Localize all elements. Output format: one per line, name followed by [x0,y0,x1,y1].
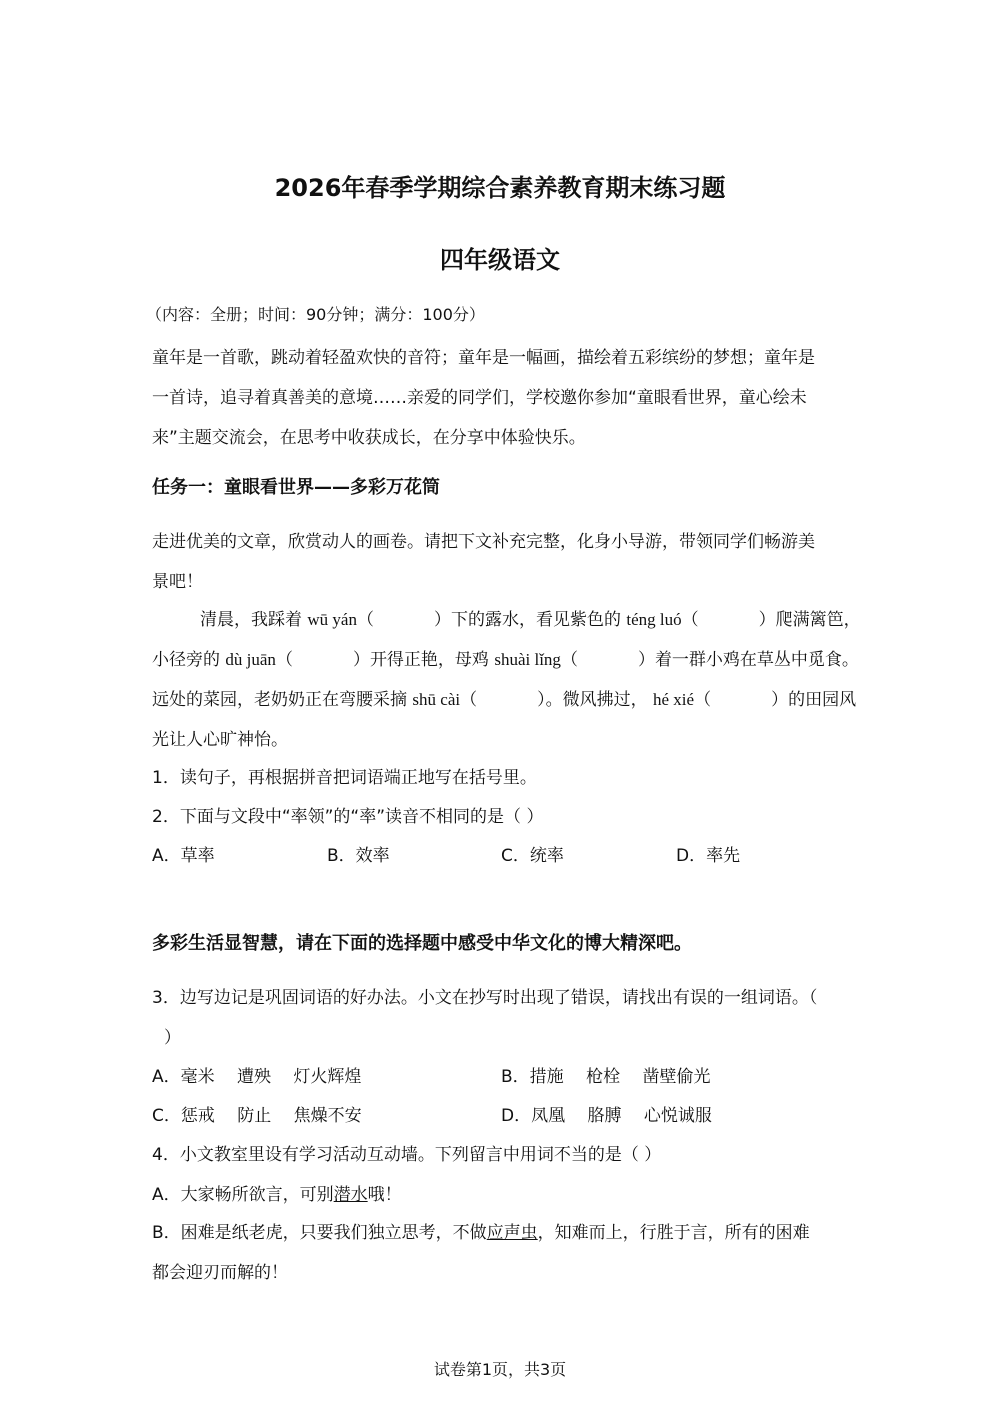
exam-subtitle: 四年级语文 [440,246,560,274]
question-3-close: ） [164,1028,181,1048]
underlined-word: 潜水 [333,1185,368,1205]
blank[interactable]: （ ） [694,690,789,710]
q4-option-a-text: A．大家畅所欲言，可别 [152,1185,334,1205]
q2-option-a[interactable]: A．草率 [152,846,215,866]
exam-info: （内容：全册；时间：90分钟；满分：100分） [146,305,485,324]
pinyin: shuài lǐng [494,650,561,669]
passage-line-3 [152,685,856,710]
exam-title: 2026年春季学期综合素养教育期末练习题 [274,174,726,202]
passage-text: 清晨，我踩着 [200,610,302,630]
question-2: 2．下面与文段中“率领”的“率”读音不相同的是（ ） [152,807,544,827]
blank[interactable]: （ ） [356,610,451,630]
q4-option-b-text: B．困难是纸老虎，只要我们独立思考，不做 [152,1223,487,1243]
blank[interactable]: （ ） [560,650,655,670]
blank[interactable]: （ ） [275,650,370,670]
passage-text: 。微风拂过， [545,690,648,710]
task1-lead-line-1: 走进优美的文章，欣赏动人的画卷。请把下文补充完整，化身小导游，带领同学们畅游美 [152,532,815,552]
passage-text: 的田园风 [788,690,857,710]
q3-option-b[interactable]: B．措施 枪栓 凿壁偷光 [501,1067,711,1087]
q2-option-b[interactable]: B．效率 [327,846,390,866]
section2-heading: 多彩生活显智慧，请在下面的选择题中感受中华文化的博大精深吧。 [152,933,692,954]
question-1: 1．读句子，再根据拼音把词语端正地写在括号里。 [152,768,537,788]
q4-option-a-text-end: 哦！ [367,1185,402,1205]
task1-lead-line-2: 景吧！ [152,572,203,592]
pinyin: dù juān [225,650,276,669]
pinyin: wū yán [307,610,357,629]
question-3: 3．边写边记是巩固词语的好办法。小文在抄写时出现了错误，请找出有误的一组词语。（ [152,988,818,1008]
q4-option-b-line-2: 都会迎刃而解的！ [152,1263,288,1283]
q2-option-d[interactable]: D．率先 [676,846,741,866]
intro-line-3: 来”主题交流会，在思考中收获成长，在分享中体验快乐。 [152,428,586,448]
task1-heading: 任务一：童眼看世界——多彩万花筒 [152,477,440,498]
passage-line-4: 光让人心旷神怡。 [152,730,288,750]
passage-line-2 [152,645,859,670]
q2-option-c[interactable]: C．统率 [501,846,564,866]
passage-text: 爬满篱笆， [775,610,861,630]
passage-text: 下的露水，看见紫色的 [450,610,621,630]
passage-text: 开得正艳，母鸡 [369,650,489,670]
passage-line-1 [200,605,861,630]
q4-option-b-text-end: ，知难而上，行胜于言，所有的困难 [537,1223,810,1243]
q4-option-a[interactable] [152,1180,402,1205]
q3-option-d[interactable]: D．凤凰 胳膊 心悦诚服 [501,1106,712,1126]
blank[interactable]: （ ） [681,610,776,630]
underlined-word: 应声虫 [486,1223,538,1243]
intro-line-1: 童年是一首歌，跳动着轻盈欢快的音符；童年是一幅画，描绘着五彩缤纷的梦想；童年是 [152,348,815,368]
pinyin: shū cài [412,690,461,709]
q4-option-b[interactable] [152,1218,810,1243]
pinyin: hé xié [653,690,695,709]
passage-text: 着一群小鸡在草丛中觅食。 [654,650,859,670]
question-4: 4．小文教室里设有学习活动互动墙。下列留言中用词不当的是（ ） [152,1145,662,1165]
q3-option-c[interactable]: C．惩戒 防止 焦燥不安 [152,1106,362,1126]
blank[interactable]: （ ） [460,690,546,710]
page-footer: 试卷第1页，共3页 [433,1360,567,1379]
intro-line-2: 一首诗，追寻着真善美的意境……亲爱的同学们，学校邀你参加“童眼看世界，童心绘未 [152,388,807,408]
q3-option-a[interactable]: A．毫米 遭殃 灯火辉煌 [152,1067,362,1087]
passage-text: 小径旁的 [152,650,220,670]
passage-text: 远处的菜园，老奶奶正在弯腰采摘 [152,690,407,710]
pinyin: téng luó [626,610,682,629]
